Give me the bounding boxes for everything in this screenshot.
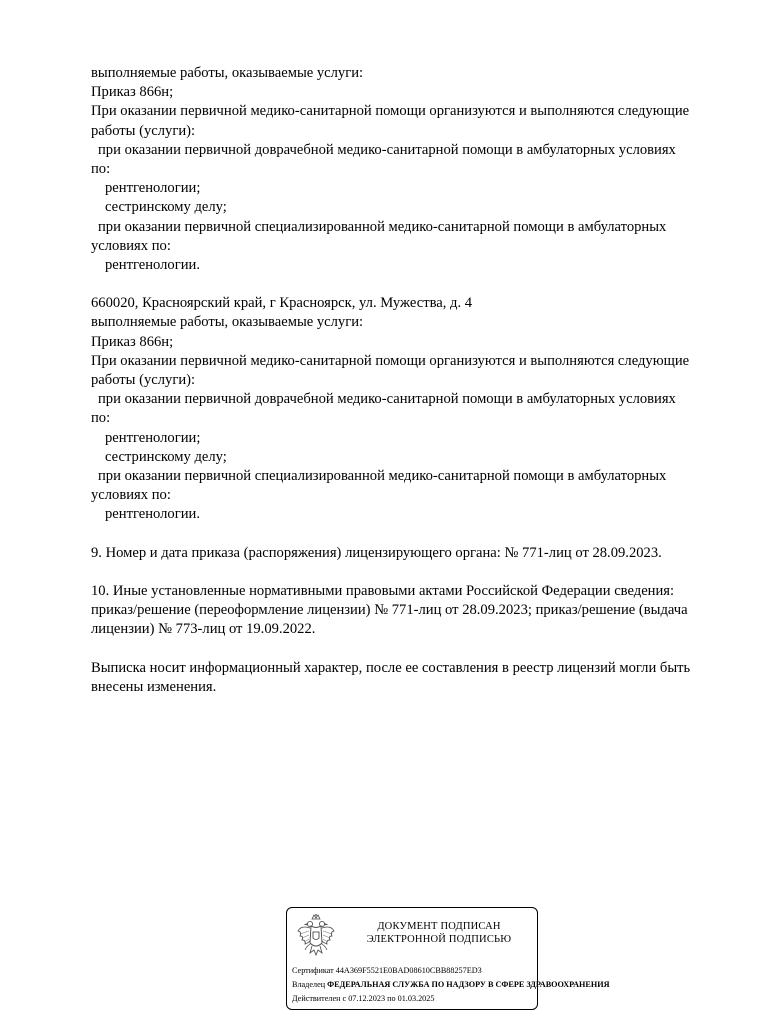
service-item: рентгенологии. (105, 256, 200, 273)
coat-of-arms-icon (295, 913, 337, 961)
services-block-2 (91, 294, 731, 524)
validity-line: Действителен с 07.12.2023 по 01.03.2025 (292, 994, 435, 1003)
services-heading: выполняемые работы, оказываемые услуги: (91, 314, 364, 331)
text-line: по: (91, 160, 111, 177)
service-item: рентгенологии; (105, 429, 201, 446)
service-item: сестринскому делу; (105, 448, 227, 465)
text-line: При оказании первичной медико-санитарной помощи организуются и выполняются следующие (91, 103, 690, 120)
stamp-title-line-1: ДОКУМЕНТ ПОДПИСАН (377, 921, 501, 932)
certificate-value: 44A369F5521E0BAD08610CBB88257ED3 (335, 966, 482, 975)
text-line: При оказании первичной медико-санитарной помощи организуются и выполняются следующие (91, 352, 690, 369)
order-number-item-9: 9. Номер и дата приказа (распоряжения) лицензирующего органа: № 771-лиц от 28.09.2023. (91, 544, 662, 561)
certificate-label: Сертификат (292, 966, 334, 975)
electronic-signature-stamp (286, 907, 610, 1010)
certificate-line (292, 966, 482, 976)
text-line: условиях по: (91, 237, 171, 254)
text-line: при оказании первичной специализированной медико-санитарной помощи в амбулаторных (98, 467, 667, 484)
text-line: при оказании первичной специализированной медико-санитарной помощи в амбулаторных (98, 218, 667, 235)
order-reference: Приказ 866н; (91, 84, 174, 101)
text-line: работы (услуги): (91, 372, 196, 388)
service-item: рентгенологии; (105, 180, 201, 197)
text-line: приказ/решение (переоформление лицензии) № 771-лиц от 28.09.2023; приказ/решение (выдача (91, 602, 688, 619)
other-info-item-10 (91, 582, 731, 640)
text-line: 10. Иные установленные нормативными правовыми актами Российской Федерации сведения: (91, 583, 675, 600)
text-line: лицензии) № 773-лиц от 19.09.2022. (91, 621, 316, 638)
text-line: работы (услуги): (91, 122, 196, 139)
text-line: условиях по: (91, 487, 171, 504)
service-item: рентгенологии. (105, 506, 200, 523)
text-line: Выписка носит информационный характер, после ее составления в реестр лицензий могли быть (91, 659, 691, 676)
text-line: при оказании первичной доврачебной медико-санитарной помощи в амбулаторных условиях (98, 141, 676, 158)
address: 660020, Красноярский край, г Красноярск, ул. Мужества, д. 4 (91, 295, 473, 312)
service-item: сестринскому делу; (105, 199, 227, 216)
order-reference: Приказ 866н; (91, 333, 174, 350)
owner-value: ФЕДЕРАЛЬНАЯ СЛУЖБА ПО НАДЗОРУ В СФЕРЕ ЗДРАВООХРАНЕНИЯ (327, 980, 610, 989)
owner-label: Владелец (292, 980, 326, 989)
text-line: внесены изменения. (91, 679, 217, 695)
owner-line (292, 980, 610, 990)
services-heading: выполняемые работы, оказываемые услуги: (91, 65, 364, 81)
text-line: при оказании первичной доврачебной медико-санитарной помощи в амбулаторных условиях (98, 391, 676, 408)
disclaimer-note (91, 659, 731, 697)
stamp-title-line-2: ЭЛЕКТРОННОЙ ПОДПИСЬЮ (366, 934, 512, 945)
stamp-title (349, 920, 529, 946)
text-line: по: (91, 410, 111, 427)
document-body (91, 64, 731, 697)
services-block-1 (91, 64, 731, 275)
